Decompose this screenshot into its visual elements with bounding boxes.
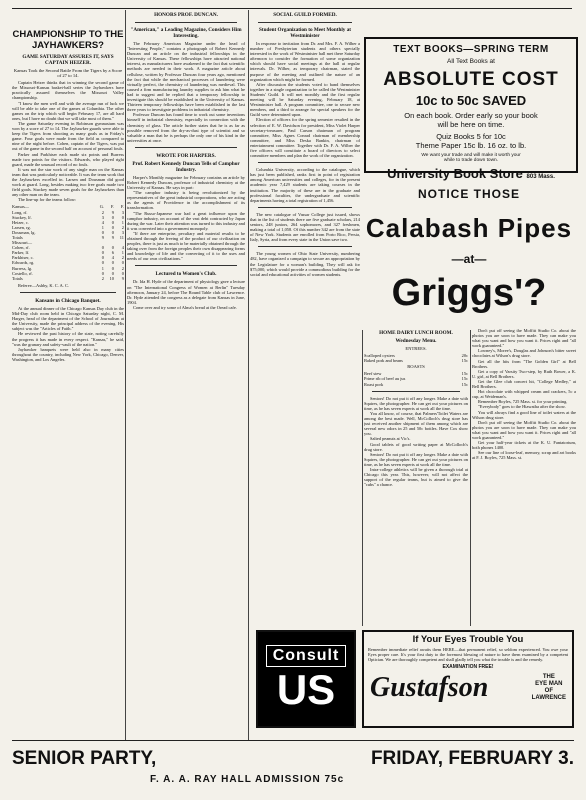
senior-party-details: F. A. A. RAY HALL ADMISSION 75c xyxy=(150,774,345,785)
local-notice: You will always find a good line of toilet waters at the Wilson drug store. xyxy=(472,409,576,420)
local-notice: Don't put off seeing the Moffitt Studio Co. about the photos you are soon to have made. They can make you what you want and how you want it. Prices right and "all work guaranteed." xyxy=(472,328,576,349)
pipes-notice: NOTICE THOSE xyxy=(417,187,520,201)
stat: 0 xyxy=(111,219,114,225)
stat: 9 xyxy=(111,209,114,215)
eyes-ad-heading: If Your Eyes Trouble You xyxy=(412,634,524,645)
player: Larsen, rg. xyxy=(12,224,31,230)
article-paragraph: "I know the men well and with the average run of luck we will be able to take one of the games at Columbia. The other games on the trip which will begin February 17, are all hard ones, but I have no doubt that we will take most of them." xyxy=(12,100,124,121)
textbooks-ad-line: Quiz Books 5 for 10c xyxy=(436,132,506,141)
pipes-ad xyxy=(364,175,574,325)
player: Long, rf. xyxy=(12,209,28,215)
eyes-ad-exam: EXAMINATION FREE! xyxy=(442,664,494,670)
local-notice: Don't put off seeing the Moffitt Studio Co. about the photos you are soon to have made. They can make you what you want and how you want it. Prices right and "all work guaranteed." xyxy=(472,419,576,440)
player: Cohen, rf. xyxy=(12,245,30,251)
textbooks-ad-small: We want your trade and will make it worth your xyxy=(421,153,521,158)
stat: 1 xyxy=(121,250,124,256)
divider xyxy=(20,292,116,293)
stat: 3 xyxy=(121,209,124,215)
referee-line: Referee—Ashby, K. C. A. C. xyxy=(18,282,70,288)
article-paragraph: The February American Magazine under the head of "Interesting People," contains a photograph of Robert Kennedy Duncan and an article on the industrial fellowships in the University of Kansas. These fellowships have attracted national interest, as manufacturers have awakened to the fact that scientific methods are needed in their work. A magazine article about cellulose, written by Professor Duncan four years ago, mentioned the fact that while the mechanical processes of laundering were virtually perfect, the chemistry of laundering was medieval. This caused a firm manufacturing laundry supplies to ask him what he had to suggest and he replied that a temporary fellowship to investigate this should be established in the University of Kansas. Thirteen temporary fellowships have been established in the last three years to investigate problems in industrial chemistry. xyxy=(127,41,245,113)
column-divider xyxy=(470,330,471,626)
stat: 2 xyxy=(101,275,104,281)
consult-us-ad xyxy=(256,630,356,728)
local-notice: You all know, of course, that Palmers'Toilet Waters are among the best made. Well, McColloch's drug store has just received another shipment of them among which are several new odors in 25 and 50c bottles. Have Cox show you. xyxy=(364,410,468,437)
dish: Roast pork xyxy=(364,381,384,387)
menu-section: ROASTS xyxy=(407,364,425,370)
article-paragraph: The new catalogue of Vassar College just issued, shows that in the list of students there are five graduate scholars, 214 seniors, 248 juniors, 264 sophomores, and 327 freshmen, making a total of 1,058. Of this number 342 are from the state of New York. Students are enrolled from Porto Rico, Persia, Italy, Syria, and from every state in the Union save two. xyxy=(250,211,360,243)
stat: 0 xyxy=(121,214,124,220)
col-head: F. xyxy=(120,204,124,210)
divider xyxy=(258,207,352,208)
article-paragraph: The young women of Ohio State University, numbering 482, have organized a campaign to secure an appropriation by the Legislature for a woman's building. They will ask for $75,000, which would provide a commodious building for the social and educational activities of women students. xyxy=(250,251,360,277)
us-word: US xyxy=(276,666,336,713)
player: Burress, lg. xyxy=(12,265,33,271)
local-notice: Good tablets of good writing paper at McColloch's drug store. xyxy=(364,441,468,452)
article-paragraph: "The Russo-Japanese war had a great influence upon the camphor industry, on account of the vast debt contracted by Japan during the war. Later their attention was turned to this industry and it was converted into a government monopoly. xyxy=(127,210,245,231)
divider xyxy=(372,391,460,392)
player: Parker, lf. xyxy=(12,250,30,256)
stat: 0 xyxy=(101,270,104,276)
total-label: Totals xyxy=(12,275,23,281)
divider xyxy=(258,162,352,163)
duncan-headline: HONORS PROF. DUNCAN. xyxy=(154,12,218,18)
banner-left: SENIOR PARTY, xyxy=(12,748,157,769)
player: Edwards, rg. xyxy=(12,260,35,266)
stat: 0 xyxy=(101,250,104,256)
column-championship xyxy=(12,10,124,754)
local-notice: Hot chocolate with whipped cream and crackers, 5c a cup, at Weideman's. xyxy=(472,389,576,400)
stat: 4 xyxy=(121,245,124,251)
stat: 0 xyxy=(111,214,114,220)
stat: 0 xyxy=(121,270,124,276)
stat: 3 xyxy=(101,214,104,220)
textbooks-ad-line: All Text Books at xyxy=(447,58,495,65)
article-paragraph: Professor Duncan has found time to work out some inventions himself in industrial chemistry, especially in connection with the chemistry of glass. The article further states that he is as far as possible removed from the dry-as-dust type of scientist and so valuable a man that he is perhaps the only one of his kind in the universities at once. xyxy=(127,112,245,143)
eyes-ad-signature-row xyxy=(370,672,566,704)
dish: Beef stew xyxy=(364,371,382,377)
stat: 2 xyxy=(121,265,124,271)
player: Dousman, lg. xyxy=(12,229,36,235)
gustafson-eye-ad xyxy=(362,630,574,728)
stat: 9 xyxy=(121,275,124,281)
stat: 4 xyxy=(111,255,114,261)
stat: 2 xyxy=(101,209,104,215)
article-paragraph: Election of officers for the spring semester resulted in the selection of E. W. Davidson for president, Miss Violet Harper secretary-treasurer, Paul Carson chairman of program committee, Miss Agnes Conrad chairman of membership committee, and Miss Deska Bankin, chairman of entertainment committee. Together with Dr. F. A. Wilber the five officers will constitute a board of directors to select committee members and plan the work of the organization. xyxy=(250,117,360,159)
textbooks-ad-heading: TEXT BOOKS—SPRING TERM xyxy=(393,44,549,55)
article-paragraph: "If there are enterprise, peculiary and material results to be obtained through the freeing of the product of our civilization on peoples, there is just as much to be materially obtained through the taking over from the foreign peoples their own disappearing forms and knowledge of life and the converting of it to the uses and needs of our own civilizations." xyxy=(127,230,245,262)
pipes-griggs: Griggs'? xyxy=(391,272,547,314)
consult-word: Consult xyxy=(266,645,347,667)
eye-man-line: LAWRENCE xyxy=(531,695,566,701)
stat: 1 xyxy=(101,265,104,271)
divider xyxy=(258,246,352,247)
bottom-rule xyxy=(12,740,574,741)
local-notice: Get the Glee club concert hit, "College Medley," at Bell Brothers. xyxy=(472,378,576,390)
column-divider xyxy=(248,10,249,740)
dairy-headline: HOME DAIRY LUNCH ROOM. xyxy=(379,330,453,336)
team-label: Kansas— xyxy=(12,204,30,210)
local-notice: Get a copy of Varsity Two-step, by Ruth Bower, a K. U. girl, at Bell Brothers. xyxy=(472,368,576,379)
price: 15c xyxy=(461,376,468,382)
menu-section: ENTREES. xyxy=(405,346,427,351)
textbooks-ad-savings: 10c to 50c SAVED xyxy=(415,93,527,108)
senior-party-banner xyxy=(12,748,574,770)
local-notice: "Everybody" goes to the Hiawatha after the show. xyxy=(478,404,566,410)
stat: 0 xyxy=(101,229,104,235)
harpers-headline: WROTE FOR HARPERS. xyxy=(156,152,216,159)
local-notice: Lowney's, Moree's, Douglas and Johnson's bitter sweet chocolates at Wilson's drug store. xyxy=(472,348,576,359)
stat: 0 xyxy=(121,260,124,266)
banquet-headline: Kansans in Chicago Banquet. xyxy=(35,297,101,304)
column-dairy-lunch xyxy=(364,328,468,618)
column-divider xyxy=(125,10,126,740)
stat: 9 xyxy=(101,235,104,240)
menu-day: Wednesday Menu. xyxy=(395,338,437,344)
price: 15c xyxy=(461,381,468,387)
banner-right: FRIDAY, FEBRUARY 3. xyxy=(370,748,574,769)
stat: 1 xyxy=(121,219,124,225)
store-name: University Book Store xyxy=(387,166,523,181)
article-paragraph: The game Saturday evening in Robinson gymnasium was won by a score of 27 to 14. The Jayhawker guards were able to keep the Tigers from shooting as many goals as in Friday's game. Four goals were made from the field as compared to nine of the night before. Cohen, captain of the Tigers, was put out of the game in the second half on account of personal fouls. xyxy=(12,120,124,152)
divider xyxy=(258,22,352,23)
local-notice: Seniors! Do not put it off any longer. Make a date with Squires, the photographer. He can get out your pictures on time, as he has seven experts at work all the time. xyxy=(364,395,468,411)
championship-headline: CHAMPIONSHIP TO THE JAYHAWKERS? xyxy=(12,29,124,51)
menu-item xyxy=(364,382,468,387)
pipes-at: —at— xyxy=(451,252,487,266)
article-paragraph: Jayhawker banquets were held also in many cities throughout the country, including New York, Chicago, Denver, Washington, and Los Angeles. xyxy=(12,346,124,362)
textbooks-ad-small: while to trade down town. xyxy=(443,158,499,163)
stat: 3 xyxy=(121,229,124,235)
article-paragraph: After discussion the students voted to band themselves together in a single organization to be called the Westminister Students' Guild. It will met monthly and the first regular meeting will be Saturday evening, February 18, at Westminister hall. A program committee, one to secure new members, and a third to arrange for special speakers for the Guild were determined upon. xyxy=(250,81,360,118)
article-paragraph: He reviewed the past history of the state, noting carefully the progress it has made in every respect. "Kansas," he said, "was the granary and safety-vault of the nation." xyxy=(12,331,124,347)
local-notice: Remember Boyles, 725 Mass. st. for your printing. xyxy=(478,399,568,405)
textbooks-ad xyxy=(364,37,578,181)
textbooks-ad-line: On each book. Order early so your book xyxy=(404,111,538,120)
stat: 2 xyxy=(121,224,124,230)
divider xyxy=(135,265,237,266)
divider xyxy=(135,147,237,148)
article-paragraph: Dr. Ida H. Hyde of the department of physiology gave a lecture on "The International Congress of Women at Berlin" Tuesday afternoon, January 24, before The Round Table club of Lawrence. Dr. Hyde attended the congress as a delegate from Kansas in June, 1904. xyxy=(127,279,245,305)
guild-headline: SOCIAL GUILD FORMED. xyxy=(273,12,337,18)
textbooks-ad-absolute-cost: ABSOLUTE COST xyxy=(383,69,559,90)
eyes-ad-body: Remember immediate relief awaits them HERE—that permanent relief, so seldom experienced. You owe your Eyes proper care. It's your first duty to the foremost blessing of nature to have them examined by a competent Optician. We are thoroughly competent and shall gladly tell you what the trouble is and the remedy. xyxy=(368,647,568,662)
gustafson-name: Gustafson xyxy=(370,672,489,703)
article-paragraph: The line-up for the teams follow: xyxy=(18,197,77,203)
stat: 0 xyxy=(111,224,114,230)
dish: Prime rib of beef au jus xyxy=(364,376,406,382)
column-locals xyxy=(472,328,576,618)
top-rule xyxy=(12,8,572,9)
player: Costello, rf. xyxy=(12,270,33,276)
article-paragraph: At the annual dinner of the Chicago Kansas Day club in the Mid-Day club room held in Chicago Saturday night, C. M. Harger, head of the department of the School of Journalism at the University, made the principal address of the evening. His subject was the "Articles of Faith." xyxy=(12,305,124,332)
stat: 11 xyxy=(119,235,124,240)
stat: 0 xyxy=(111,245,114,251)
pipes-calabash: Calabash Pipes xyxy=(365,213,573,243)
stat: 0 xyxy=(101,260,104,266)
price: 20c xyxy=(461,353,468,359)
championship-subhead: GAME SATURDAY ASSURES IT, SAYS CAPTAIN HEIZER. xyxy=(22,54,114,66)
local-notice: See our line of loose-leaf, memory, scrap and art books at F. J. Boyles, 725 Mass. st. xyxy=(472,450,576,461)
stat: 4 xyxy=(101,219,104,225)
article-paragraph: Harper's Monthly magazine for February contains an article by Robert Kennedy Duncan, professor of industrial chemistry at the University of Kansas. He says in part: xyxy=(127,174,245,191)
stat: 10 xyxy=(109,275,114,281)
store-address: 803 Mass. xyxy=(526,174,555,180)
col-head: F. xyxy=(110,204,114,210)
eye-man-line: OF xyxy=(544,688,553,694)
article-paragraph: Captain Heizer thinks that in winning the second game of the Missouri-Kansas basket-ball series the Jayhawkers have practically assured themselves the Missouri Valley championship. xyxy=(12,80,124,101)
textbooks-ad-line: will be here on time. xyxy=(437,120,505,129)
article-paragraph: In response to invitation from Dr. and Mrs. F. A. Wilber a number of Presbyterian students and others specially interested in the work of Westminister hall met there Saturday afternoon to consider the formation of some organization which should have social meetings at the hall at regular intervals. Dr. Wilber, as temporary chairman, stated the purpose of the meeting and outlined the nature of an organization which might be formed. xyxy=(250,41,360,82)
stat: 0 xyxy=(111,260,114,266)
stat: 0 xyxy=(111,270,114,276)
column-social-guild xyxy=(250,10,360,600)
article-paragraph: Columbia University, according to the catalogue, which has just been published, ranks first in point of registration among American universities and colleges, for in the present academic year 7,429 students are taking courses in the institution. The majority of these are in the graduate and professional faculties, the undergraduate and scientific departments having a total registration of 1,456. xyxy=(250,167,360,203)
total-label: Totals xyxy=(12,235,23,240)
price: 15c xyxy=(461,371,468,377)
championship-deck: Kansas Took the Second Battle From the Tigers by a Score of 27 to 14. xyxy=(13,68,123,79)
column-duncan xyxy=(127,10,245,754)
article-paragraph: Parker and Parkhiser each made six points and Burress made two points for the visitors. Edwards, who played right guard, made the unusual record of no fouls. xyxy=(12,151,124,167)
stat: 0 xyxy=(101,245,104,251)
local-notice: Seniors! Do not put it off any longer. Make a date with Squires, the photographer. He can get out your pictures on time, as he has seven experts at work all the time. xyxy=(364,451,468,467)
textbooks-ad-line: Theme Paper 15c lb. 16 oz. to lb. xyxy=(415,141,527,150)
article-paragraph: It was not the star work of any single man on the Kansas team that was particularly noticeable. It was the team work that the Jayhawkers excelled in. Larsen and Dousman did good work at guard. Long, besides making two free goals made two field goals. Stuckey made seven goals for the Jayhawkers than any other man on the team. xyxy=(12,166,124,198)
stat: 9 xyxy=(111,235,114,240)
guild-subhead: Student Organization to Meet Monthly at Westminister xyxy=(258,27,352,39)
eye-man-label xyxy=(532,674,566,702)
column-divider xyxy=(362,330,363,626)
menu-item xyxy=(364,358,468,363)
eye-man-line: EYE MAN xyxy=(535,681,563,687)
stat: 6 xyxy=(111,250,114,256)
harpers-subhead: Prof. Robert Kennedy Duncan Tells of Camphor Industry. xyxy=(132,160,240,173)
player: Parkhiser, c. xyxy=(12,255,34,261)
stat: 1 xyxy=(101,224,104,230)
stat: 0 xyxy=(101,255,104,261)
article-paragraph: "The camphor industry is being revolutionized by the representatives of the great industrial corporations, who are acting as the agents of Providence in the accomplishment of its transformation. xyxy=(127,190,245,211)
team-label: Missouri— xyxy=(12,240,33,246)
player: Stuckey, lf. xyxy=(12,214,32,220)
eye-man-line: THE xyxy=(542,674,555,680)
player: Heizer, c. xyxy=(12,219,29,225)
divider xyxy=(135,22,237,23)
stat: 2 xyxy=(121,255,124,261)
duncan-subhead: "American," a Leading Magazine, Considers Him Interesting. xyxy=(130,27,242,39)
price: 15c xyxy=(461,358,468,364)
stat: 0 xyxy=(111,265,114,271)
local-notice: Salted peanuts at Vic's. xyxy=(370,436,411,442)
table-row-total xyxy=(12,276,124,281)
stat: 0 xyxy=(111,229,114,235)
local-notice: Intra-college athletics will be given a thorough trial at Chicago this year. This, however, will not affect the support of the regular teams, but is aimed to give the "cubs" a chance. xyxy=(364,466,468,488)
womens-club-headline: Lectured to Women's Club. xyxy=(155,271,217,278)
col-head: G. xyxy=(99,204,104,210)
local-notice: Get your half-year tickets at the K. U. Fantatorium, both phones 1400. xyxy=(472,440,576,451)
box-score-table xyxy=(12,204,124,280)
article-paragraph: Come over and try some of Alma's bread at the Oread cafe. xyxy=(133,304,237,310)
local-notice: Get all the hits from "The Golden Girl" at Bell Brothers. xyxy=(472,358,576,369)
dish: Baked pork and beans xyxy=(364,358,403,364)
dish: Scalloped oysters xyxy=(364,353,395,359)
